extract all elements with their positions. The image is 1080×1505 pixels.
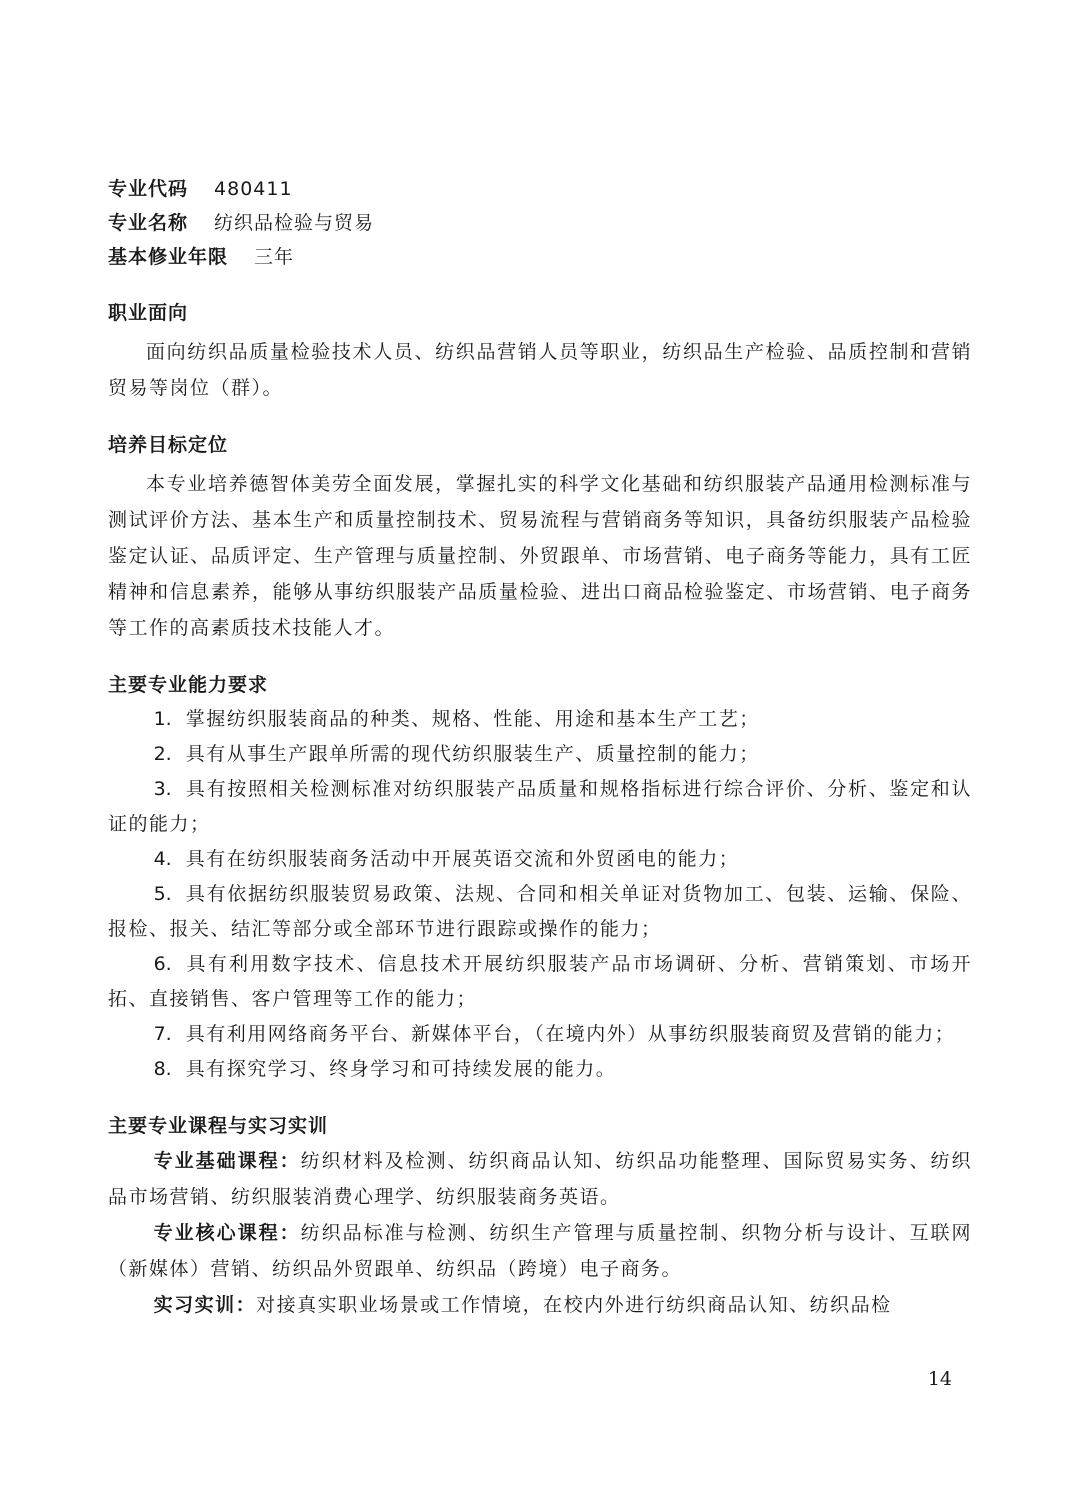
major-code-value: 480411 [214, 178, 293, 200]
list-item: 8. 具有探究学习、终身学习和可持续发展的能力。 [153, 1058, 617, 1080]
list-item: 5. 具有依据纺织服装贸易政策、法规、合同和相关单证对货物加工、包装、运输、保险、报检、报关、结汇等部分或全部环节进行跟踪或操作的能力； [108, 883, 972, 940]
practice-training-text: 对接真实职业场景或工作情境，在校内外进行纺织商品认知、纺织品检 [256, 1294, 892, 1316]
major-name-row [108, 206, 972, 240]
courses-heading: 主要专业课程与实习实训 [108, 1115, 329, 1137]
list-item: 7. 具有利用网络商务平台、新媒体平台，（在境内外）从事纺织服装商贸及营销的能力； [153, 1023, 956, 1045]
basic-courses-text: 纺织材料及检测、纺织商品认知、纺织品功能整理、国际贸易实务、纺织品市场营销、纺织服装消费心理学、纺织服装商务英语。 [108, 1150, 972, 1208]
basic-courses-label: 专业基础课程： [153, 1150, 301, 1172]
list-item: 3. 具有按照相关检测标准对纺织服装产品质量和规格指标进行综合评价、分析、鉴定和认证的能力； [108, 778, 972, 835]
ability-heading: 主要专业能力要求 [108, 674, 269, 696]
major-name-value: 纺织品检验与贸易 [214, 212, 375, 234]
major-code-label: 专业代码 [108, 178, 189, 200]
study-years-label: 基本修业年限 [108, 246, 229, 268]
core-courses [108, 1215, 972, 1287]
major-name-label: 专业名称 [108, 212, 189, 234]
list-item: 6. 具有利用数字技术、信息技术开展纺织服装产品市场调研、分析、营销策划、市场开拓、直接销售、客户管理等工作的能力； [108, 953, 972, 1010]
study-years-row [108, 240, 972, 274]
major-code-row [108, 172, 972, 206]
list-item: 1. 掌握纺织服装商品的种类、规格、性能、用途和基本生产工艺； [153, 708, 760, 730]
basic-courses [108, 1143, 972, 1215]
study-years-value: 三年 [254, 246, 295, 268]
career-text: 面向纺织品质量检验技术人员、纺织品营销人员等职业，纺织品生产检验、品质控制和营销贸易等岗位（群）。 [108, 341, 972, 399]
ability-list [108, 702, 972, 1087]
core-courses-label: 专业核心课程： [153, 1222, 301, 1244]
goal-heading: 培养目标定位 [108, 434, 229, 456]
core-courses-text: 纺织品标准与检测、纺织生产管理与质量控制、织物分析与设计、互联网（新媒体）营销、纺织品外贸跟单、纺织品（跨境）电子商务。 [108, 1222, 972, 1280]
practice-training-label: 实习实训： [153, 1294, 257, 1316]
list-item: 4. 具有在纺织服装商务活动中开展英语交流和外贸函电的能力； [153, 848, 740, 870]
practice-training [108, 1287, 972, 1323]
goal-text: 本专业培养德智体美劳全面发展，掌握扎实的科学文化基础和纺织服装产品通用检测标准与测试评价方法、基本生产和质量控制技术、贸易流程与营销商务等知识，具备纺织服装产品检验鉴定认证、品质评定、生产管理与质量控制、外贸跟单、市场营销、电子商务等能力，具有工匠精神和信息素养，能够从事纺织服装产品质量检验、进出口商品检验鉴定、市场营销、电子商务等工作的高素质技术技能人才。 [108, 473, 972, 639]
career-heading: 职业面向 [108, 302, 189, 324]
list-item: 2. 具有从事生产跟单所需的现代纺织服装生产、质量控制的能力； [153, 743, 760, 765]
page-number: 14 [927, 1368, 952, 1390]
